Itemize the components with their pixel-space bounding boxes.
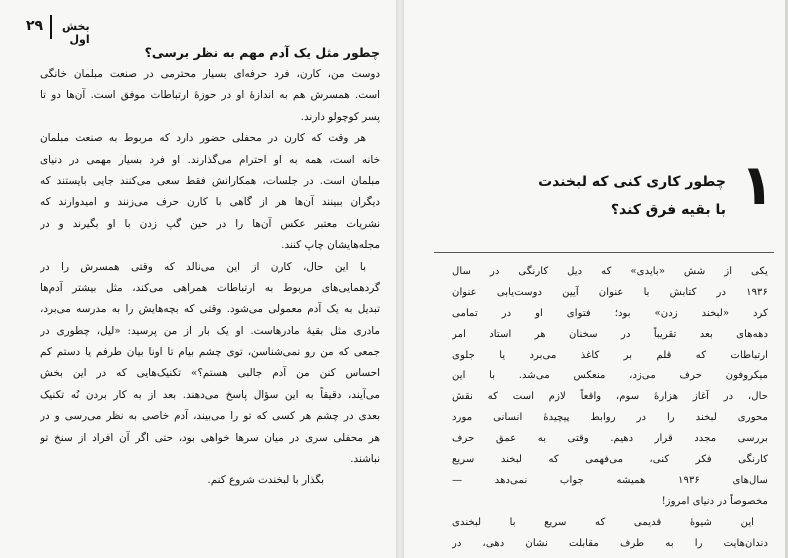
text-line: بعدی در چشم هر کسی که تو را می‌بیند، آدم خاصی به نظر می‌رسی و در: [40, 410, 380, 423]
text-line: بگذار با لبخندت شروع کنم.: [207, 474, 324, 487]
text-line: یکی از شش «بایدی» که دیل کارنگی در سال: [452, 266, 768, 277]
text-line: هر محفلی سری در میان سرها خواهی بود، حتی اگر آن افراد از سنخ تو: [40, 431, 380, 444]
text-line: این شیوهٔ قدیمی که سریع با لبخندی: [452, 516, 754, 528]
text-line: ارتباطات که قلم بر کاغذ می‌برد یا جلوی: [452, 349, 768, 361]
chapter-body-text: [452, 262, 768, 554]
text-line: دهه‌های بعد تقریباً در سخنان هر استاد امر: [452, 328, 768, 340]
text-line: نشریات معتبر عکس آن‌ها را در حین گپ زدن با او بگیرند و در: [40, 217, 380, 230]
text-line: محوری لبخند را در روابط پیچیدهٔ انسانی مورد: [452, 412, 768, 424]
text-line: کرد «لبخند زدن» بود؛ فتوای او در تمامی: [452, 307, 768, 319]
chapter-title-line: با بقیه فرق کند؟: [610, 202, 726, 218]
body-text: [40, 64, 380, 492]
text-line: است. همسرش هم به اندازهٔ او در حوزهٔ ارتباطات موفق است. آن‌ها دو تا: [40, 89, 380, 102]
page-number: ۲۹: [26, 18, 44, 34]
text-line: سال‌های ۱۹۳۶ همیشه جواب نمی‌دهد —: [452, 474, 768, 486]
text-line: پسر کوچولو دارند.: [300, 110, 380, 123]
text-line: دیگران ببینند آن‌ها هر از گاهی با کارن حرف می‌زنند و امیدوارند که: [40, 196, 380, 209]
chapter-number: ۱: [740, 153, 775, 218]
section-title: بخش اول: [62, 20, 90, 46]
text-line: می‌آیند، دقیقاً به این سؤال پاسخ می‌دهند. بعد از به کار بردن نُه تکنیک: [40, 388, 380, 401]
text-line: مبلمان است. در جلسات، همکارانش فقط سعی می‌کنند جایی بایستند که: [40, 174, 380, 187]
text-line: هر وقت که کارن در محفلی حضور دارد که مربوط به صنعت مبلمان: [40, 132, 366, 145]
text-line: تبدیل به یک آدم معمولی می‌شود. وقتی که بچه‌هایش را به مدرسه می‌برد،: [40, 303, 380, 316]
right-page: [404, 0, 788, 558]
text-line: مادری مثل بقیهٔ مادرهاست. او یک بار از من پرسید: «لیل، چطوری در: [40, 324, 380, 337]
header-divider: [50, 15, 52, 39]
text-line: گردهمایی‌های مربوط به ارتباطات همراهی می‌کند، مثل بیشتر آدم‌ها: [40, 281, 380, 294]
text-line: احساس کنن من آدم جالبی هستم؟» تکنیک‌هایی که در این بخش: [40, 367, 380, 380]
text-line: مجله‌هایشان چاپ کنند.: [281, 239, 380, 252]
chapter-title-line: چطور کاری کنی که لبخندت: [538, 174, 726, 190]
text-line: بررسی مجدد قرار دهیم. وقتی به عمق حرف: [452, 433, 768, 445]
text-line: دوست من، کارن، فرد حرفه‌ای بسیار محترمی در صنعت مبلمان خانگی: [40, 68, 380, 80]
text-line: جمعی که من رو نمی‌شناسن، توی چشم بیام تا اونا بیان طرفم یا دستم کم: [40, 346, 380, 359]
section-heading: چطور مثل یک آدم مهم به نظر برسی؟: [144, 45, 380, 60]
text-line: کارنگی فکر کنی، می‌فهمی که لبخند سریع: [452, 454, 768, 466]
text-line: ۱۹۳۶ در کتابش با عنوان آیین دوست‌یابی عنوان: [452, 286, 768, 298]
text-line: نباشند.: [350, 453, 380, 466]
text-line: خانه است، همه به او احترام می‌گذارند. او فرد بسیار مهمی در دنیای: [40, 153, 380, 166]
chapter-divider: [434, 252, 774, 253]
text-line: دندان‌هایت را به طرف مقابلت نشان دهی، در: [452, 537, 768, 549]
book-gutter: [396, 0, 404, 558]
chapter-title: [444, 168, 726, 224]
text-line: میکروفون حرف می‌زد، منعکس می‌شد. با این: [452, 370, 768, 382]
text-line: حال، در آغاز هزارهٔ سوم، واقعاً لازم است که نقش: [452, 391, 768, 403]
text-line: با این حال، کارن از این می‌نالد که وقتی همسرش را در: [40, 260, 366, 273]
text-line: مخصوصاً در دنیای امروز!: [661, 495, 768, 507]
